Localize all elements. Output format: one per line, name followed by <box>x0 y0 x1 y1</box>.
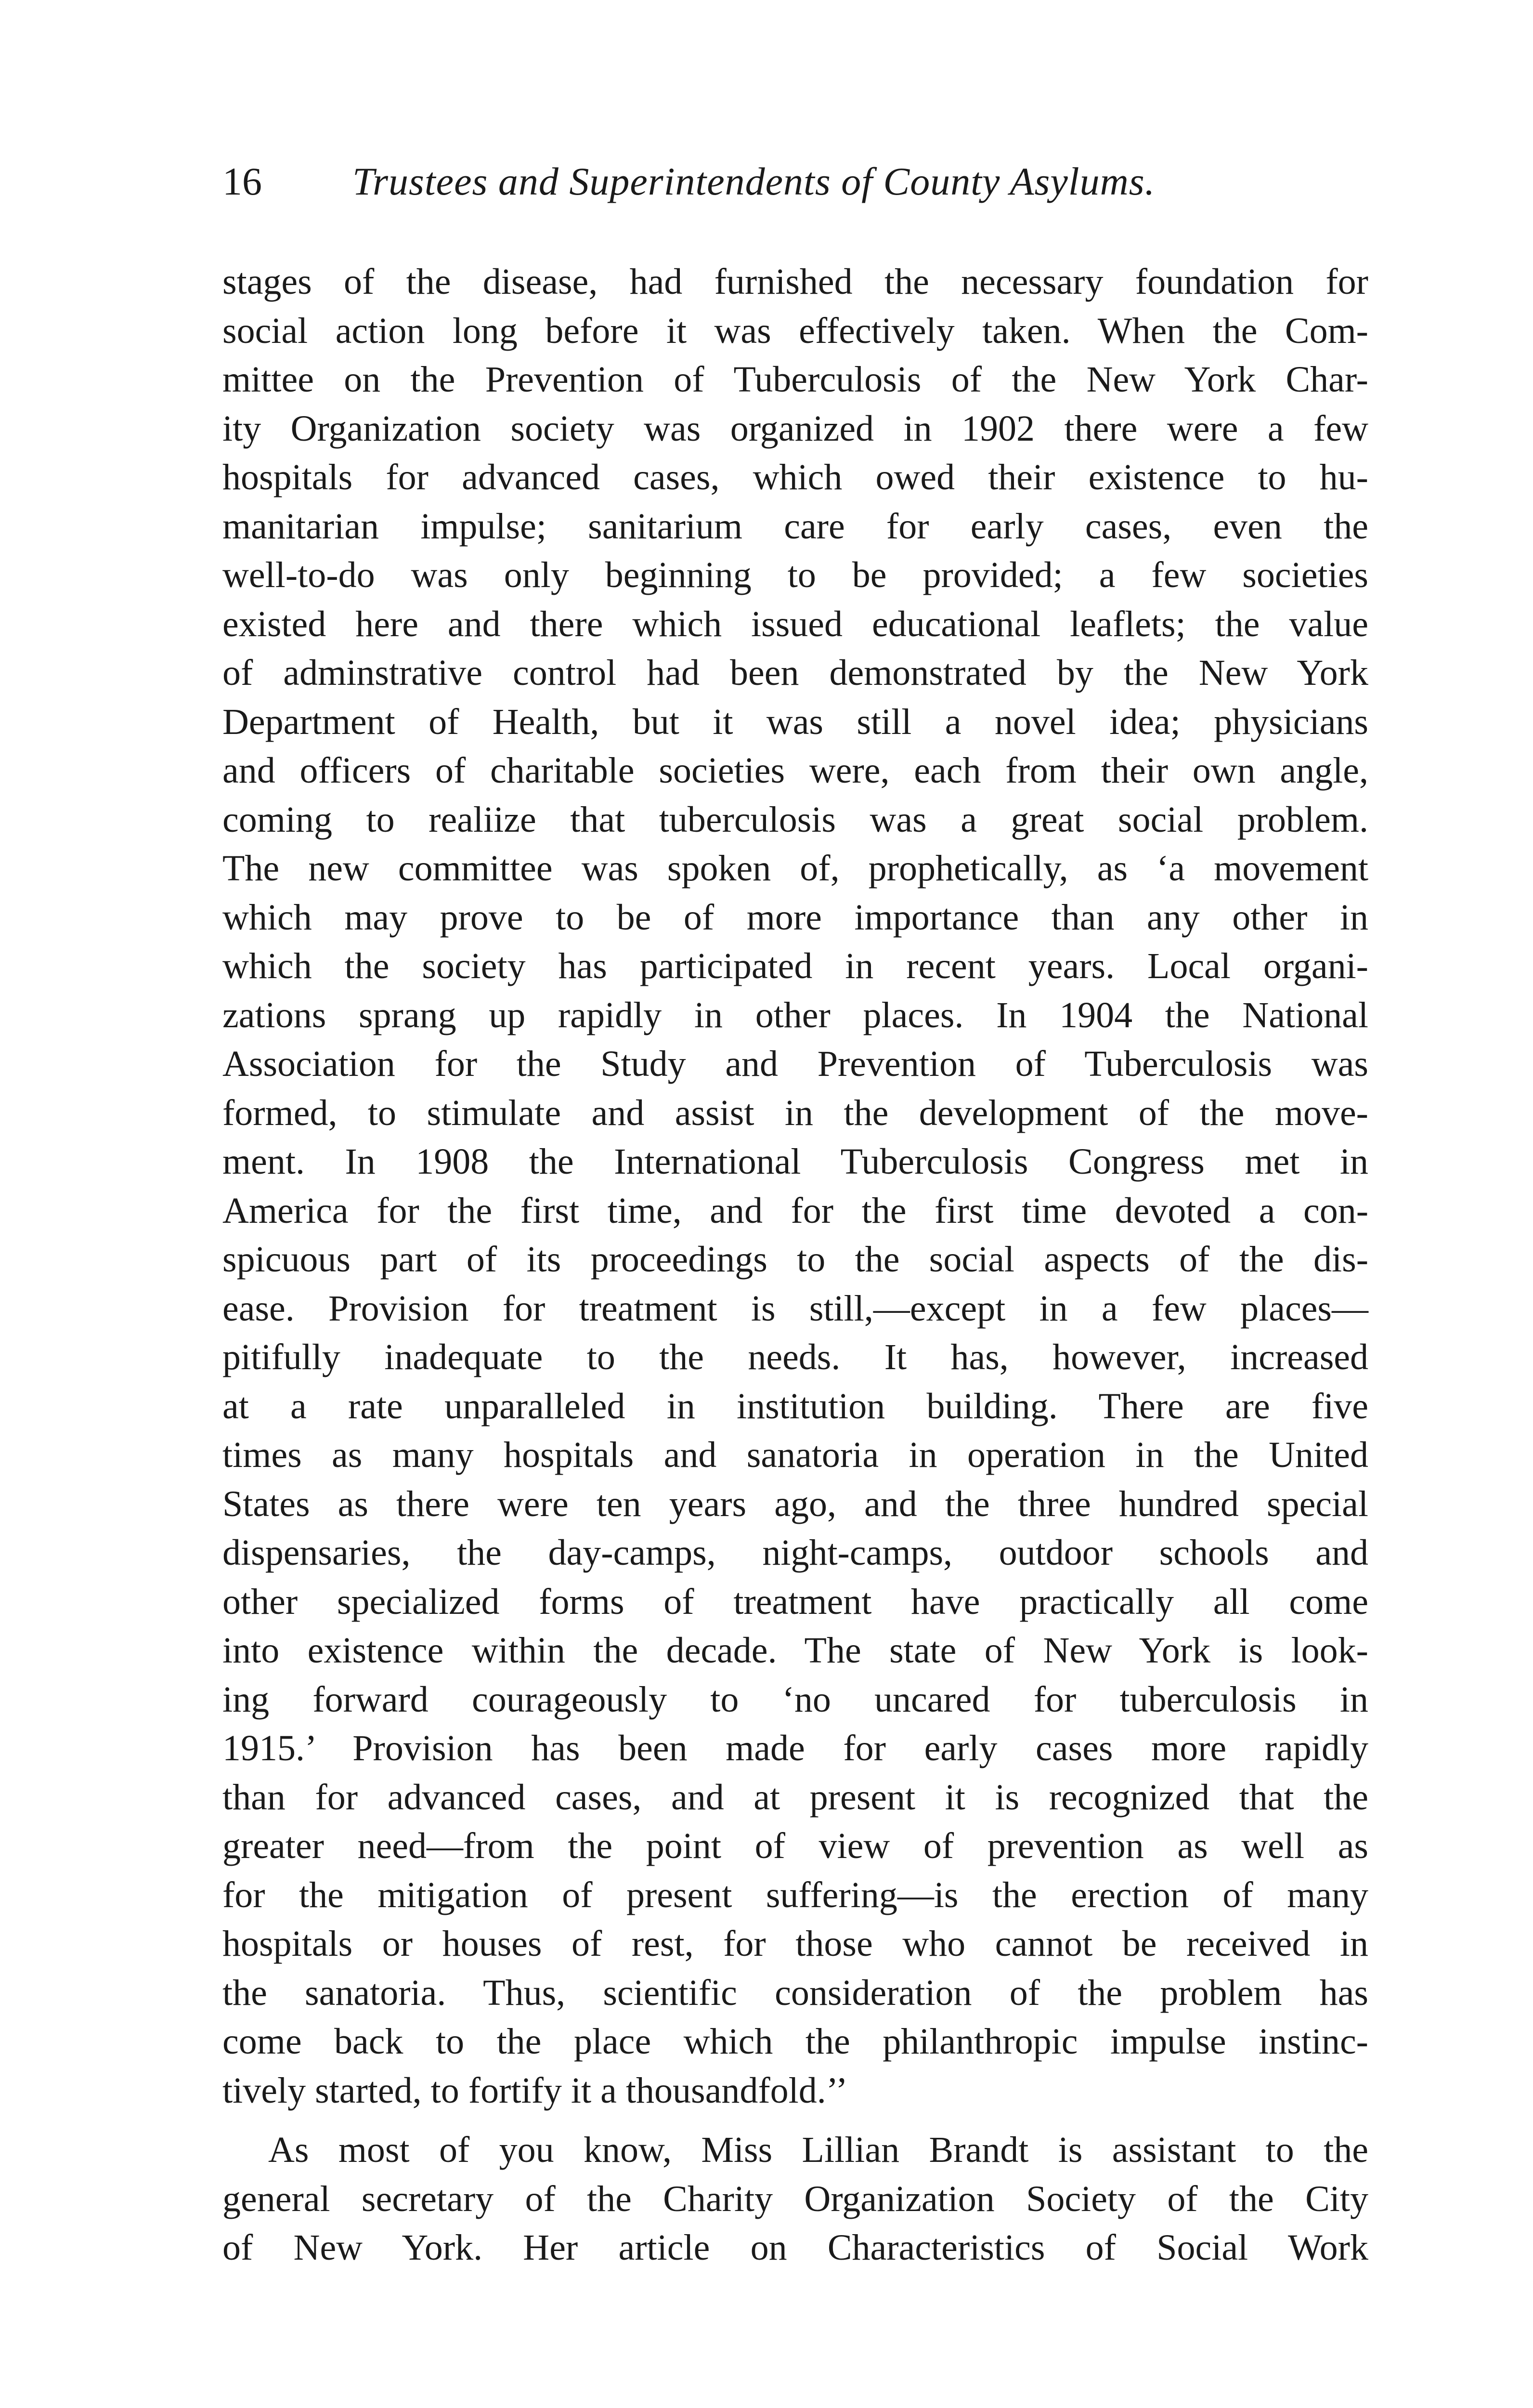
text-line: ment. In 1908 the International Tuberculosis Congress met in <box>222 1141 1368 1182</box>
text-line: America for the first time, and for the first time devoted a con- <box>222 1190 1368 1231</box>
text-line: well-to-do was only beginning to be provided; a few societies <box>222 555 1368 595</box>
text-line: than for advanced cases, and at present it is recognized that the <box>222 1777 1368 1818</box>
text-line: hospitals or houses of rest, for those who cannot be received in <box>222 1924 1368 1964</box>
text-line: formed, to stimulate and assist in the development of the move- <box>222 1092 1368 1133</box>
text-line: general secretary of the Charity Organization Society of the City <box>222 2178 1368 2219</box>
text-line: stages of the disease, had furnished the necessary foundation for <box>222 262 1368 302</box>
body-text <box>222 258 1368 2273</box>
text-line: manitarian impulse; sanitarium care for early cases, even the <box>222 506 1368 547</box>
text-line: social action long before it was effectively taken. When the Com- <box>222 310 1368 351</box>
text-line: tively started, to fortify it a thousandfold.’’ <box>222 2070 848 2111</box>
paragraph-gap <box>222 2115 1368 2126</box>
running-head <box>222 155 1368 208</box>
text-line: times as many hospitals and sanatoria in operation in the United <box>222 1435 1368 1475</box>
text-line: pitifully inadequate to the needs. It has, however, increased <box>222 1337 1368 1377</box>
paragraph <box>222 2126 1368 2273</box>
text-line: other specialized forms of treatment have practically all come <box>222 1581 1368 1622</box>
text-line: spicuous part of its proceedings to the social aspects of the dis- <box>222 1239 1368 1280</box>
text-line: Association for the Study and Prevention of Tuberculosis was <box>222 1044 1368 1084</box>
text-line: ease. Provision for treatment is still,—except in a few places— <box>222 1288 1368 1329</box>
text-line: mittee on the Prevention of Tuberculosis of the New York Char- <box>222 359 1368 400</box>
running-title: Trustees and Superintendents of County Asylums. <box>352 159 1156 203</box>
text-line: greater need—from the point of view of prevention as well as <box>222 1826 1368 1866</box>
text-line: and officers of charitable societies were, each from their own angle, <box>222 750 1368 791</box>
text-line: As most of you know, Miss Lillian Brandt is assistant to the <box>268 2130 1368 2170</box>
text-line: which the society has participated in recent years. Local organi- <box>222 946 1368 986</box>
text-line: ity Organization society was organized in 1902 there were a few <box>222 408 1368 449</box>
paragraph <box>222 258 1368 2115</box>
text-line: of adminstrative control had been demonstrated by the New York <box>222 653 1368 693</box>
text-line: dispensaries, the day-camps, night-camps, outdoor schools and <box>222 1532 1368 1573</box>
text-line: come back to the place which the philanthropic impulse instinc- <box>222 2021 1368 2062</box>
text-line: zations sprang up rapidly in other places. In 1904 the National <box>222 995 1368 1035</box>
page-number: 16 <box>222 159 262 203</box>
text-line: ing forward courageously to ‘no uncared for tuberculosis in <box>222 1679 1368 1720</box>
text-line: existed here and there which issued educational leaflets; the value <box>222 603 1368 644</box>
text-line: 1915.’ Provision has been made for early cases more rapidly <box>222 1728 1368 1768</box>
text-line: at a rate unparalleled in institution building. There are five <box>222 1386 1368 1426</box>
text-line: the sanatoria. Thus, scientific consideration of the problem has <box>222 1972 1368 2013</box>
text-line: hospitals for advanced cases, which owed their existence to hu- <box>222 457 1368 497</box>
text-line: coming to realiize that tuberculosis was a great social problem. <box>222 799 1368 840</box>
text-line: into existence within the decade. The state of New York is look- <box>222 1630 1368 1671</box>
text-line: of New York. Her article on Characteristics of Social Work <box>222 2227 1368 2268</box>
text-line: for the mitigation of present suffering—is the erection of many <box>222 1874 1368 1915</box>
text-line: which may prove to be of more importance than any other in <box>222 897 1368 938</box>
text-line: States as there were ten years ago, and the three hundred special <box>222 1483 1368 1524</box>
text-line: The new committee was spoken of, prophetically, as ‘a movement <box>222 848 1368 889</box>
text-line: Department of Health, but it was still a novel idea; physicians <box>222 701 1368 742</box>
